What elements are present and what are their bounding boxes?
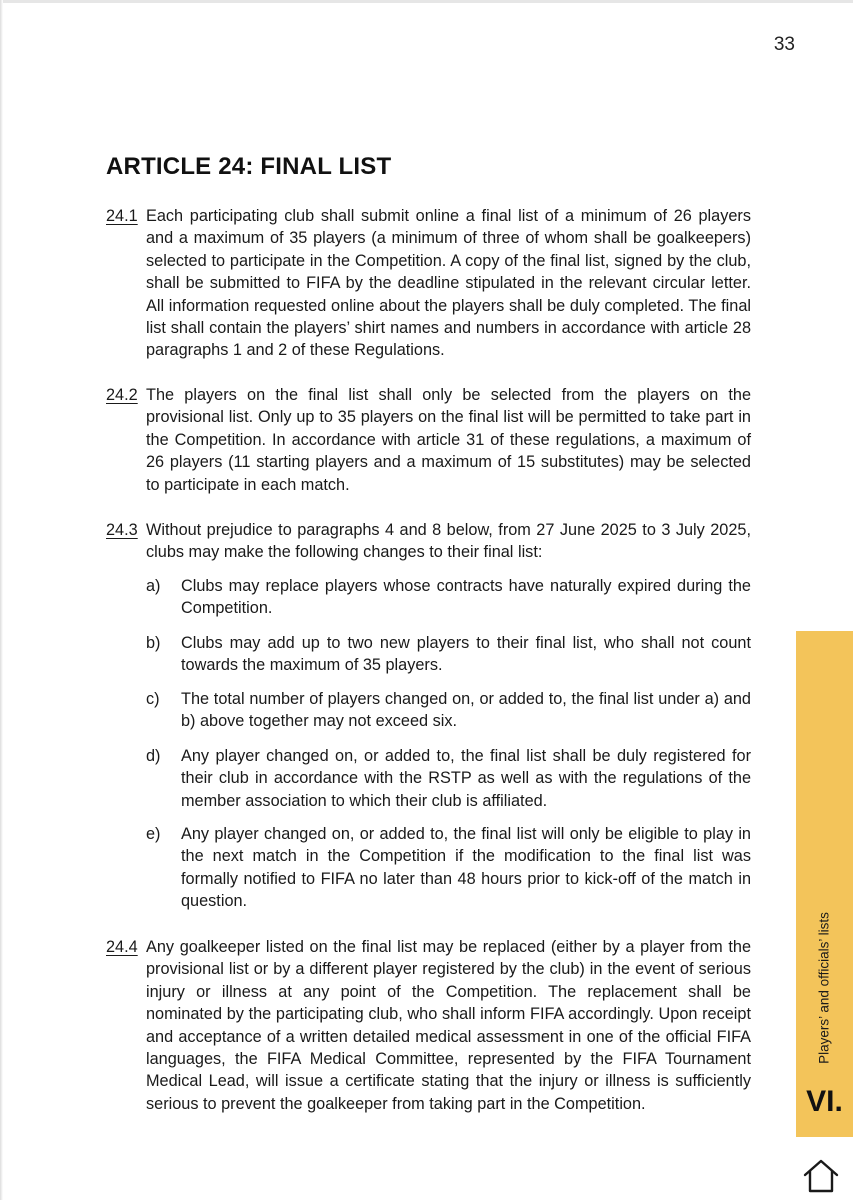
list-item-c [146, 688, 751, 733]
article-title: ARTICLE 24: FINAL LIST [106, 153, 392, 180]
list-item-e [146, 823, 751, 913]
list-item-a [146, 575, 751, 620]
list-item-text: Clubs may add up to two new players to their final list, who shall not count towards the maximum of 35 players. [181, 634, 751, 675]
page-edge-shadow [0, 0, 3, 1200]
list-item-text: Any player changed on, or added to, the final list will only be eligible to play in the next match in the Competition if the modification to the final list was formally notified to FIFA no later than 48 hours prior to kick-off of the match in question. [181, 825, 751, 911]
section-number: 24.2 [106, 386, 138, 404]
top-border [0, 0, 853, 3]
list-item-b [146, 632, 751, 677]
section-text: The players on the final list shall only be selected from the players on the provisional list. Only up to 35 players on the final list will be permitted to take part in the Competition. In accordance with article 31 of these regulations, a maximum of 26 players (11 starting players and a maximum of 15 substitutes) may be selected to participate in each match. [146, 386, 751, 494]
section-24-3 [106, 519, 751, 564]
list-item-letter: c) [146, 690, 160, 708]
section-text: Any goalkeeper listed on the final list may be replaced (either by a player from the provisional list or by a different player registered by the club) in the event of serious injury or illness at any point of the Competition. The replacement shall be nominated by the participating club, who shall inform FIFA accordingly. Upon receipt and acceptance of a written detailed medical assessment in one of the official FIFA languages, the FIFA Medical Committee, represented by the FIFA Tournament Medical Lead, will issue a certificate stating that the injury or illness is sufficiently serious to prevent the goalkeeper from taking part in the Competition. [146, 938, 751, 1113]
list-item-letter: b) [146, 634, 161, 652]
list-item-letter: e) [146, 825, 161, 843]
list-item-d [146, 745, 751, 812]
section-number: 24.4 [106, 938, 138, 956]
section-number: 24.3 [106, 521, 138, 539]
section-text: Without prejudice to paragraphs 4 and 8 below, from 27 June 2025 to 3 July 2025, clubs may make the following changes to their final list: [146, 521, 751, 562]
section-text: Each participating club shall submit online a final list of a minimum of 26 players and a maximum of 35 players (a minimum of three of whom shall be goalkeepers) selected to participate in the Competition. A copy of the final list, signed by the club, shall be submitted to FIFA by the deadline stipulated in the relevant circular letter. All information requested online about the players shall be duly completed. The final list shall contain the players’ shirt names and numbers in accordance with article 28 paragraphs 1 and 2 of these Regulations. [146, 207, 751, 360]
chapter-tab-label: Players’ and officials’ lists [816, 912, 832, 1064]
list-item-text: Any player changed on, or added to, the final list shall be duly registered for their club in accordance with the RSTP as well as with the regulations of the member association to which their club is affiliated. [181, 747, 751, 810]
section-number: 24.1 [106, 207, 138, 225]
page-number: 33 [773, 34, 795, 55]
section-24-2 [106, 384, 751, 496]
home-icon-graphic [803, 1158, 839, 1194]
list-item-letter: a) [146, 577, 161, 595]
list-item-text: Clubs may replace players whose contracts have naturally expired during the Competition. [181, 577, 751, 618]
list-item-text: The total number of players changed on, or added to, the final list under a) and b) above together may not exceed six. [181, 690, 751, 731]
list-item-letter: d) [146, 747, 161, 765]
section-24-4 [106, 936, 751, 1115]
chapter-numeral: VI. [806, 1085, 843, 1118]
home-icon[interactable] [803, 1158, 839, 1194]
section-24-1 [106, 205, 751, 362]
